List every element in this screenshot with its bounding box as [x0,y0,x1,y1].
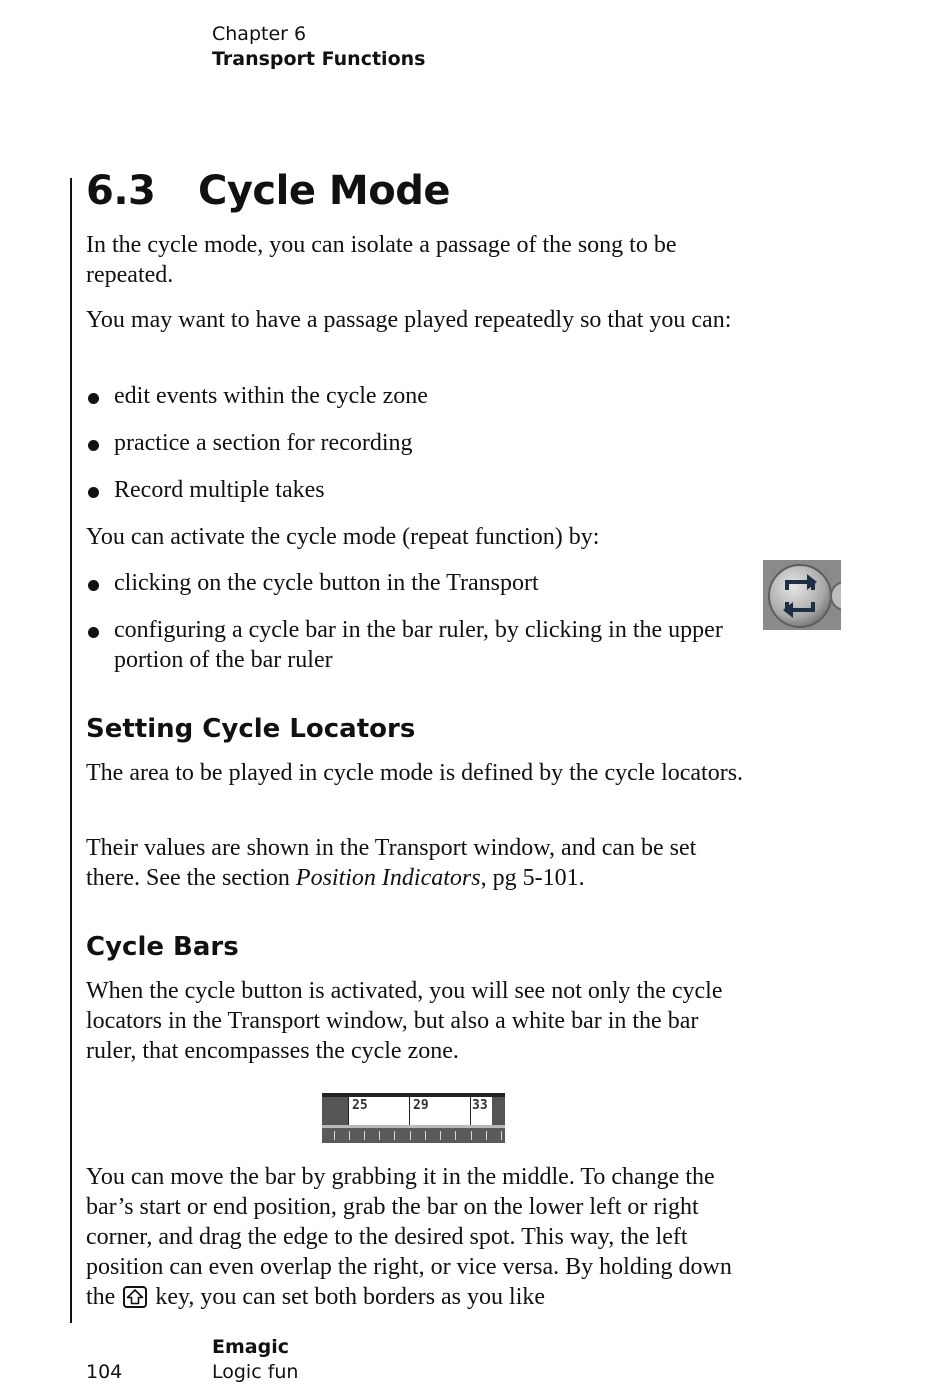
list-item-text: clicking on the cycle button in the Transport [114,570,539,596]
ruler-tick [440,1131,441,1140]
chapter-title: Transport Functions [212,48,426,70]
section-title: Cycle Mode [198,168,450,214]
locators-paragraph-1: The area to be played in cycle mode is defined by the cycle locators. [86,760,744,786]
list-item-text: Record multiple takes [114,477,325,503]
change-bar [70,178,72,1323]
ruler-tick [364,1131,365,1140]
list-item-text: edit events within the cycle zone [114,383,428,409]
ruler-tick [501,1131,502,1140]
running-header [212,22,425,72]
ruler-tick [410,1131,411,1140]
cycle-bars-paragraph-2 [86,1162,751,1312]
page-number: 104 [86,1361,123,1383]
bullet-icon [88,440,99,451]
ruler-divider [409,1097,410,1125]
text-run: key, you can set both borders as you like [149,1284,546,1310]
ruler-tick [394,1131,395,1140]
cycle-icon [763,560,841,630]
section-number: 6.3 [86,168,156,214]
text-run: Their values are shown in the Transport window, and can be set there. See the section [86,835,697,891]
section-heading [86,168,450,214]
list-item [86,615,751,675]
text-run: You can move the bar by grabbing it in the middle. To change the bar’s start or end position, grab the bar on the lower left or right corner, and drag the edge to the desired spot. This way, the left position can even overlap the right, or vice versa. By holding down the [86,1164,732,1310]
ruler-tick [425,1131,426,1140]
ruler-label: 33 [472,1098,488,1113]
intro-paragraph: In the cycle mode, you can isolate a passage of the song to be repeated. [86,232,677,288]
footer-brand: Emagic [212,1336,289,1358]
want-paragraph: You may want to have a passage played repeatedly so that you can: [86,307,732,333]
ruler-divider [470,1097,471,1125]
ruler-tick [334,1131,335,1140]
list-item [86,381,751,411]
ruler-scale [322,1125,505,1143]
list-item [86,568,751,598]
activate-paragraph: You can activate the cycle mode (repeat function) by: [86,524,600,550]
ruler-tick [455,1131,456,1140]
ruler-divider [348,1097,349,1125]
shift-key-icon [123,1286,147,1308]
bar-ruler-figure [322,1093,505,1143]
subheading-setting-locators: Setting Cycle Locators [86,714,416,744]
ruler-label: 25 [352,1098,368,1113]
ruler-tick [486,1131,487,1140]
chapter-label: Chapter 6 [212,23,307,45]
ruler-tick [379,1131,380,1140]
bullet-icon [88,580,99,591]
locators-paragraph-2 [86,833,751,893]
ruler-scale-band [322,1125,505,1128]
list-item-text: configuring a cycle bar in the bar ruler, by clicking in the upper portion of the bar ruler [114,617,723,673]
bullet-icon [88,393,99,404]
text-run: , pg 5-101. [480,865,585,891]
list-item [86,475,751,505]
list-item-text: practice a section for recording [114,430,413,456]
bullet-icon [88,627,99,638]
ruler-tick [471,1131,472,1140]
ruler-tick [349,1131,350,1140]
list-item [86,428,751,458]
cycle-bars-paragraph-1: When the cycle button is activated, you will see not only the cycle locators in the Transport window, but also a white bar in the bar ruler, that encompasses the cycle zone. [86,978,723,1064]
footer-product: Logic fun [212,1361,299,1383]
cross-reference: Position Indicators [295,865,481,891]
subheading-cycle-bars: Cycle Bars [86,932,239,962]
ruler-label: 29 [413,1098,429,1113]
bullet-icon [88,487,99,498]
